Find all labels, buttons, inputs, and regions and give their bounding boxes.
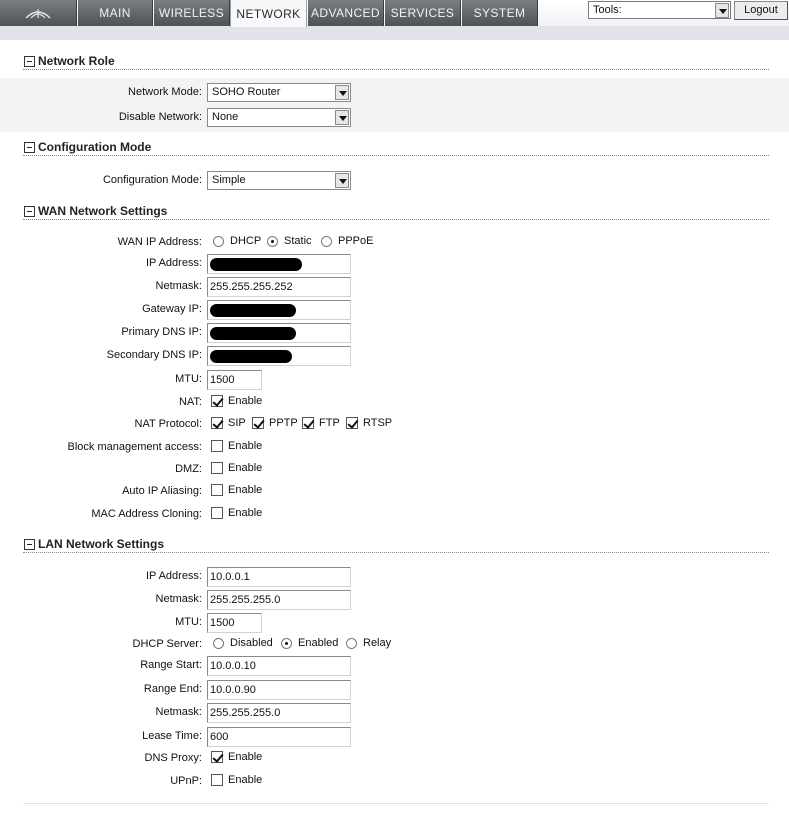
wan-ip-address-input[interactable] (207, 254, 351, 274)
disable-network-select[interactable] (207, 108, 351, 127)
dns-proxy-enable-text: Enable (228, 751, 263, 763)
upnp-checkbox[interactable] (211, 774, 223, 786)
tab-main-label: MAIN (99, 6, 131, 20)
tab-main[interactable] (78, 0, 153, 26)
dhcp-enabled-label: Enabled (298, 637, 339, 649)
nat-pptp-checkbox[interactable] (252, 417, 264, 429)
wan-secondary-dns-label: Secondary DNS IP: (106, 349, 202, 361)
range-end-row (0, 680, 789, 700)
upnp-enable-text: Enable (228, 774, 263, 786)
wan-mtu-input[interactable]: 1500 (207, 370, 262, 390)
dmz-enable-text: Enable (228, 462, 263, 474)
chevron-down-icon[interactable] (335, 110, 349, 125)
dhcp-server-row (0, 635, 789, 655)
nat-label: NAT: (178, 396, 202, 408)
nat-sip-label: SIP (228, 417, 246, 429)
nat-sip-checkbox[interactable] (211, 417, 223, 429)
wan-ip-mode-label: WAN IP Address: (117, 236, 202, 248)
section-network-role (23, 54, 769, 70)
configuration-mode-label: Configuration Mode: (102, 174, 202, 186)
wan-netmask-input[interactable]: 255.255.255.252 (207, 277, 351, 297)
dhcp-enabled-option[interactable] (281, 637, 338, 649)
auto-ip-aliasing-checkbox[interactable] (211, 484, 223, 496)
block-management-checkbox[interactable] (211, 440, 223, 452)
upnp-label: UPnP: (170, 775, 202, 787)
section-title: WAN Network Settings (38, 204, 168, 218)
block-management-enable-text: Enable (228, 440, 263, 452)
dns-proxy-row (0, 749, 789, 769)
mac-cloning-label: MAC Address Cloning: (91, 508, 202, 520)
dhcp-relay-label: Relay (363, 637, 392, 649)
dmz-label: DMZ: (175, 463, 202, 475)
configuration-mode-select[interactable] (207, 171, 351, 190)
nat-rtsp-label: RTSP (363, 417, 393, 429)
block-management-label: Block management access: (67, 441, 202, 453)
dhcp-relay-radio[interactable] (346, 638, 357, 649)
wan-primary-dns-label: Primary DNS IP: (121, 326, 202, 338)
dhcp-netmask-row (0, 703, 789, 723)
ubiquiti-logo-icon (25, 6, 51, 20)
wan-static-option[interactable] (267, 235, 312, 247)
wan-pppoe-option[interactable] (321, 235, 373, 247)
dhcp-server-label: DHCP Server: (132, 638, 202, 650)
lease-time-label: Lease Time: (142, 730, 202, 742)
tab-system-label: SYSTEM (473, 6, 526, 20)
nat-pptp-label: PPTP (269, 417, 298, 429)
range-start-row (0, 656, 789, 676)
nat-pptp-option[interactable] (252, 417, 298, 429)
network-mode-value: SOHO Router (212, 86, 281, 98)
lan-mtu-input[interactable]: 1500 (207, 613, 262, 633)
nat-enable-text: Enable (228, 395, 263, 407)
divider (23, 803, 769, 804)
dhcp-disabled-option[interactable] (213, 637, 273, 649)
chevron-down-icon[interactable] (335, 173, 349, 188)
mac-cloning-enable-text: Enable (228, 507, 263, 519)
range-end-label: Range End: (143, 683, 202, 695)
nat-enable-checkbox[interactable] (211, 395, 223, 407)
logo-tab[interactable] (0, 0, 77, 26)
collapse-icon[interactable] (24, 539, 35, 550)
tools-dropdown-value: Tools: (593, 4, 622, 16)
dns-proxy-checkbox[interactable] (211, 751, 223, 763)
nat-rtsp-checkbox[interactable] (346, 417, 358, 429)
collapse-icon[interactable] (24, 142, 35, 153)
auto-ip-aliasing-enable-text: Enable (228, 484, 263, 496)
wan-gateway-input[interactable] (207, 300, 351, 320)
section-wan-settings (23, 204, 769, 220)
lease-time-row (0, 727, 789, 747)
tab-advanced-label: ADVANCED (311, 6, 380, 20)
lan-netmask-row (0, 590, 789, 610)
dmz-checkbox[interactable] (211, 462, 223, 474)
wan-mtu-row (0, 370, 789, 390)
dhcp-enabled-radio[interactable] (281, 638, 292, 649)
lan-ip-address-row (0, 567, 789, 587)
section-title: Network Role (38, 54, 115, 68)
nat-ftp-option[interactable] (302, 417, 340, 429)
nat-row (0, 393, 789, 413)
dhcp-relay-option[interactable] (346, 637, 391, 649)
lan-mtu-label: MTU: (175, 616, 202, 628)
lan-ip-address-label: IP Address: (145, 570, 202, 582)
auto-ip-aliasing-label: Auto IP Aliasing: (122, 485, 202, 497)
dhcp-disabled-radio[interactable] (213, 638, 224, 649)
tab-network-label: NETWORK (236, 6, 301, 21)
range-start-input[interactable]: 10.0.0.10 (207, 656, 351, 676)
auto-ip-aliasing-row (0, 482, 789, 502)
wan-netmask-row (0, 277, 789, 297)
wan-netmask-label: Netmask: (155, 280, 202, 292)
tab-services[interactable] (385, 0, 461, 26)
header-strip (0, 26, 789, 40)
wan-mtu-label: MTU: (175, 373, 202, 385)
nat-protocol-row (0, 415, 789, 435)
disable-network-value: None (212, 111, 239, 123)
wan-gateway-row (0, 300, 789, 320)
dhcp-disabled-label: Disabled (230, 637, 273, 649)
nat-ftp-label: FTP (319, 417, 340, 429)
tab-wireless[interactable] (154, 0, 230, 26)
configuration-mode-value: Simple (212, 174, 246, 186)
dns-proxy-option[interactable] (211, 751, 262, 763)
dmz-option[interactable] (211, 462, 262, 474)
section-configuration-mode (23, 140, 769, 156)
wan-dhcp-radio[interactable] (213, 236, 224, 247)
lan-netmask-label: Netmask: (155, 593, 202, 605)
tab-advanced[interactable] (308, 0, 384, 26)
section-lan-settings (23, 537, 769, 553)
redaction-mark (210, 327, 296, 340)
nat-enable-option[interactable] (211, 395, 262, 407)
tab-wireless-label: WIRELESS (158, 6, 225, 20)
collapse-icon[interactable] (24, 56, 35, 67)
mac-cloning-checkbox[interactable] (211, 507, 223, 519)
upnp-row (0, 772, 789, 792)
nat-sip-option[interactable] (211, 417, 246, 429)
wan-ip-mode-row (0, 233, 789, 253)
upnp-option[interactable] (211, 774, 262, 786)
wan-secondary-dns-row (0, 346, 789, 366)
tools-dropdown[interactable] (588, 1, 731, 19)
block-management-row (0, 438, 789, 458)
logout-button[interactable]: Logout (734, 1, 788, 20)
wan-static-radio[interactable] (267, 236, 278, 247)
tab-services-label: SERVICES (390, 6, 455, 20)
redaction-mark (210, 350, 292, 363)
wan-gateway-label: Gateway IP: (142, 303, 202, 315)
tab-network[interactable] (230, 0, 307, 27)
wan-primary-dns-row (0, 323, 789, 343)
nat-ftp-checkbox[interactable] (302, 417, 314, 429)
dhcp-netmask-input[interactable]: 255.255.255.0 (207, 703, 351, 723)
dhcp-netmask-label: Netmask: (155, 706, 202, 718)
lan-netmask-input[interactable]: 255.255.255.0 (207, 590, 351, 610)
wan-ip-address-row (0, 254, 789, 274)
range-end-input[interactable]: 10.0.0.90 (207, 680, 351, 700)
wan-secondary-dns-input[interactable] (207, 346, 351, 366)
redaction-mark (210, 304, 296, 317)
mac-cloning-row (0, 505, 789, 525)
wan-primary-dns-input[interactable] (207, 323, 351, 343)
mac-cloning-option[interactable] (211, 507, 262, 519)
wan-static-label: Static (284, 235, 312, 247)
section-title: Configuration Mode (38, 140, 152, 154)
nat-protocol-label: NAT Protocol: (134, 418, 202, 430)
section-title: LAN Network Settings (38, 537, 165, 551)
tab-system[interactable] (462, 0, 538, 26)
disable-network-label: Disable Network: (118, 111, 202, 123)
redaction-mark (210, 258, 302, 271)
top-navigation-bar (0, 0, 789, 26)
network-mode-select[interactable] (207, 83, 351, 102)
collapse-icon[interactable] (24, 206, 35, 217)
network-mode-label: Network Mode: (128, 86, 202, 98)
wan-dhcp-option[interactable] (213, 235, 261, 247)
configuration-mode-row (0, 171, 789, 191)
auto-ip-aliasing-option[interactable] (211, 484, 262, 496)
nat-rtsp-option[interactable] (346, 417, 392, 429)
network-mode-row (0, 83, 789, 103)
chevron-down-icon[interactable] (715, 3, 729, 18)
block-management-option[interactable] (211, 440, 262, 452)
lease-time-input[interactable]: 600 (207, 727, 351, 747)
disable-network-row (0, 108, 789, 128)
lan-ip-address-input[interactable]: 10.0.0.1 (207, 567, 351, 587)
wan-pppoe-radio[interactable] (321, 236, 332, 247)
dmz-row (0, 460, 789, 480)
chevron-down-icon[interactable] (335, 85, 349, 100)
wan-pppoe-label: PPPoE (338, 235, 374, 247)
range-start-label: Range Start: (140, 659, 202, 671)
wan-dhcp-label: DHCP (230, 235, 262, 247)
dns-proxy-label: DNS Proxy: (144, 752, 202, 764)
lan-mtu-row (0, 613, 789, 633)
wan-ip-address-label: IP Address: (145, 257, 202, 269)
